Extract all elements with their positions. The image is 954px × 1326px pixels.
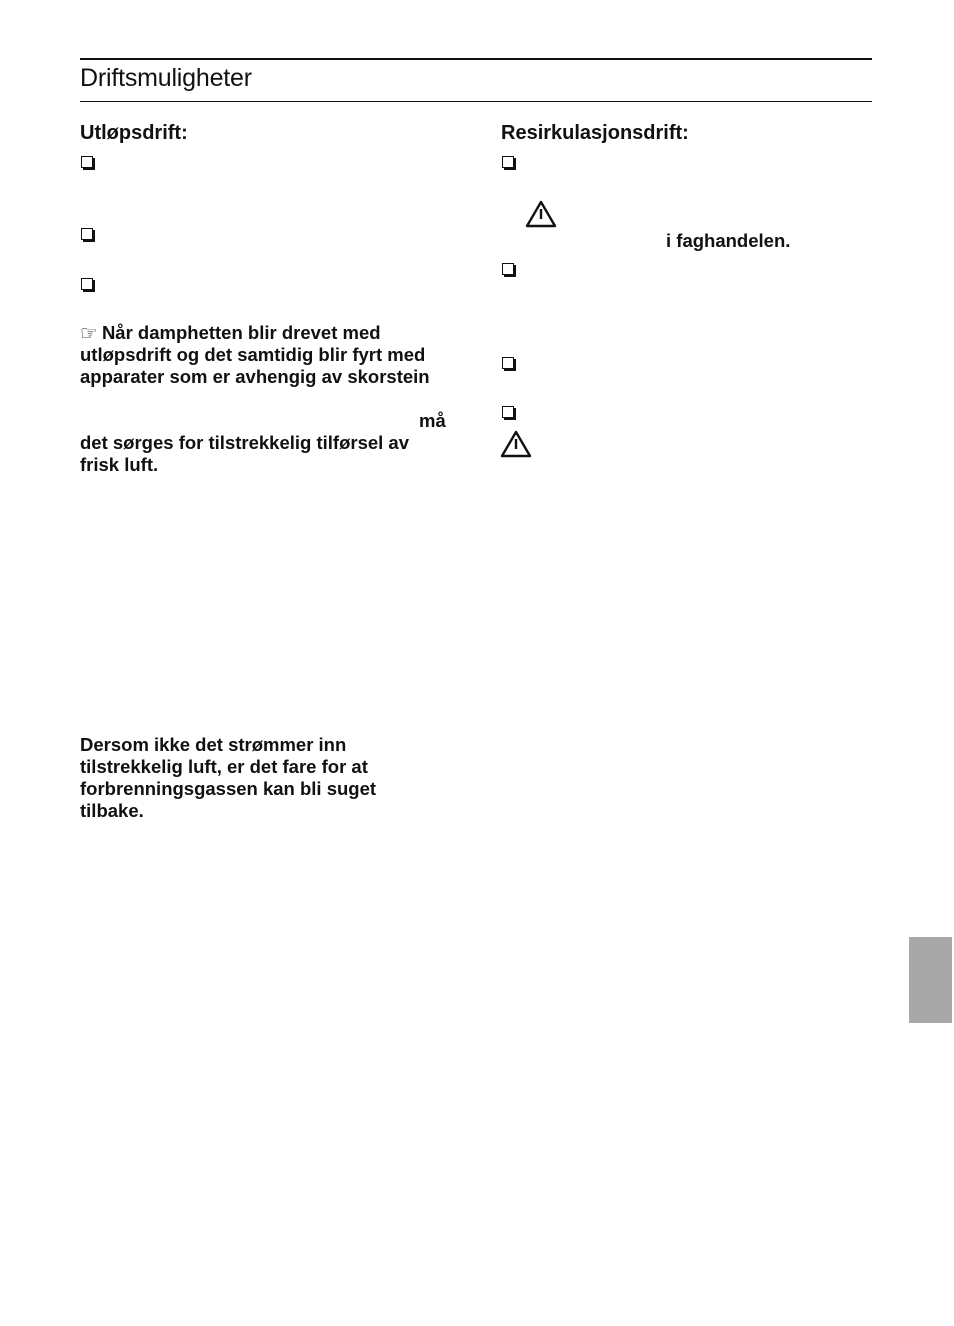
note-line: det sørges for tilstrekkelig tilførsel av [80,432,409,453]
section-thumb-tab [909,937,952,1023]
warning-triangle-icon [500,430,532,458]
paragraph-line: forbrenningsgassen kan bli suget [80,778,377,799]
paragraph-line: tilstrekkelig luft, er det fare for at [80,756,368,777]
heading-resirkulasjonsdrift: Resirkulasjonsdrift: [501,122,689,144]
checkbox-icon [502,156,514,168]
checkbox-icon [81,278,93,290]
warning-triangle-icon [525,200,557,228]
paragraph-line: Dersom ikke det strømmer inn [80,734,347,755]
note-line: ☞ Når damphetten blir drevet med [80,322,381,345]
paragraph-line: tilbake. [80,800,144,821]
retailer-fragment: i faghandelen. [666,230,791,251]
note-fragment: må [419,410,446,431]
heading-utlopsdrift: Utløpsdrift: [80,122,188,144]
title-underline [80,101,872,102]
checkbox-icon [502,357,514,369]
note-block [80,322,460,388]
top-rule [80,58,872,60]
checkbox-icon [502,406,514,418]
checkbox-icon [81,228,93,240]
pointing-hand-icon: ☞ [80,323,98,345]
backdraft-warning-paragraph [80,734,460,822]
page-title: Driftsmuligheter [80,64,252,92]
note-line: utløpsdrift og det samtidig blir fyrt med [80,344,426,365]
note-line: frisk luft. [80,454,159,475]
note-line: apparater som er avhengig av skorstein [80,366,430,387]
note-continuation [80,432,460,476]
checkbox-icon [502,263,514,275]
checkbox-icon [81,156,93,168]
